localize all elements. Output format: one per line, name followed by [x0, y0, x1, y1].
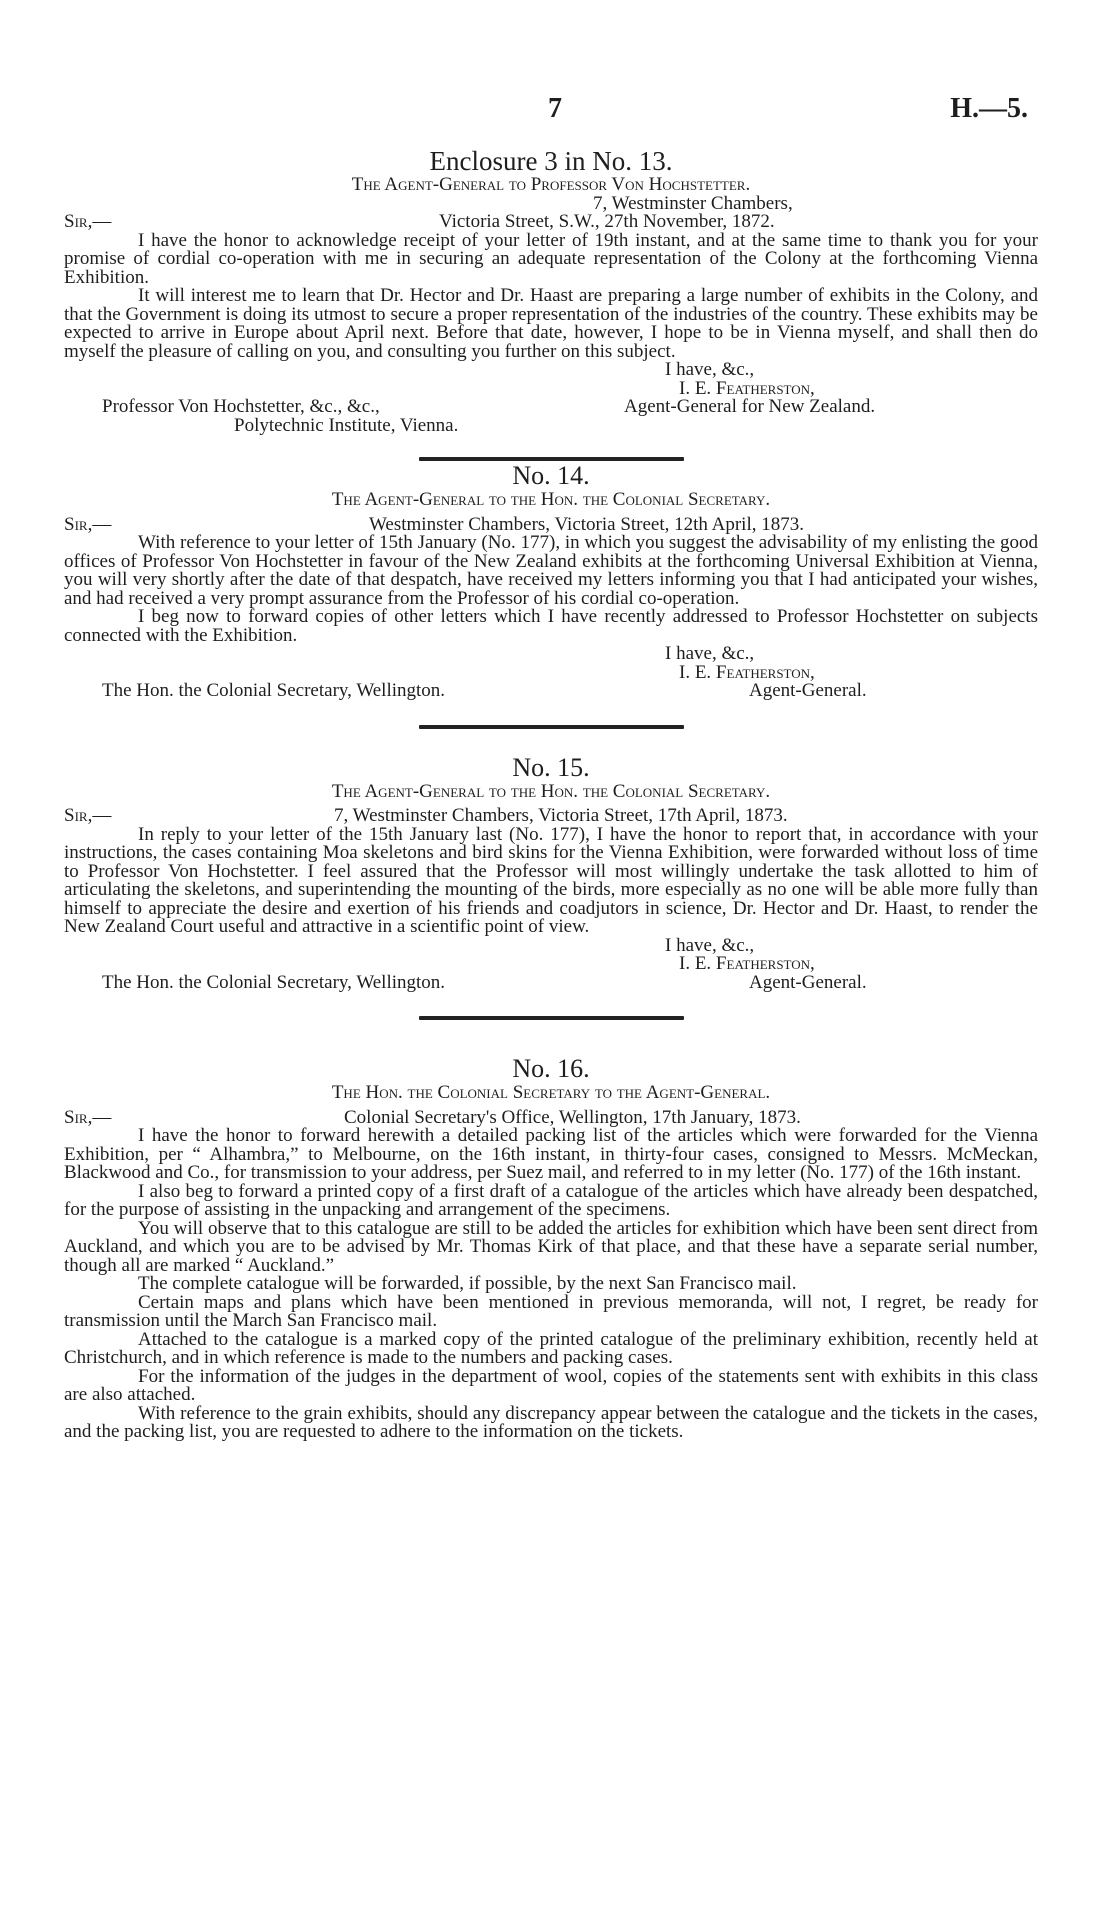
- paragraph: I beg now to forward copies of other letters which I have recently addressed to Professor Hochstetter on subjects connected with the Exhibition.: [64, 606, 1038, 646]
- dateline: Westminster Chambers, Victoria Street, 12th April, 1873.: [369, 513, 804, 535]
- addressee-row: [64, 398, 1038, 417]
- paragraph: In reply to your letter of the 15th January last (No. 177), I have the honor to report that, in accordance with your instructions, the cases containing Moa skeletons and bird skins for the Vienna Exhibition, were forwarded without loss of time to Professor Von Hochstetter. I feel assured that the Professor will most willingly undertake the task allotted to him of articulating the skeletons, and superintending the mounting of the birds, more especially as no one will be able more fully than himself to appreciate the desire and exertion of his friends and coadjutors in science, Dr. Hector and Dr. Haast, to render the New Zealand Court useful and attractive in a scientific point of view.: [64, 823, 1038, 937]
- signature-title: Agent-General.: [749, 971, 867, 993]
- closing: I have, &c.,: [665, 643, 755, 664]
- addressee-row-2: [64, 414, 1038, 436]
- signature-name: I. E. Featherston,: [679, 377, 815, 399]
- address-line-2: Victoria Street, S.W., 27th November, 1872.: [439, 211, 775, 232]
- closing-row: [64, 361, 1038, 380]
- dateline: 7, Westminster Chambers, Victoria Street, 17th April, 1873.: [334, 805, 788, 826]
- letter-title: No. 16.: [512, 1054, 590, 1083]
- dateline: Colonial Secretary's Office, Wellington, 17th January, 1873.: [344, 1106, 801, 1128]
- salutation-row: [64, 513, 1038, 535]
- letter-no-15: [64, 753, 1038, 993]
- addressee-row: [64, 682, 1038, 701]
- signature-name-row: [64, 955, 1038, 974]
- signature-title: Agent-General.: [749, 680, 867, 701]
- closing-row: [64, 645, 1038, 664]
- letter-from-to: The Agent-General to the Hon. the Colonial Secretary.: [331, 489, 771, 510]
- closing-row: [64, 934, 1038, 956]
- addressee: The Hon. the Colonial Secretary, Wellington.: [102, 971, 446, 993]
- letter-enclosure-3: [64, 146, 1038, 435]
- closing: I have, &c.,: [665, 359, 755, 380]
- section-divider: [419, 725, 684, 729]
- paragraph: Certain maps and plans which have been mentioned in previous memoranda, will not, I regret, be ready for transmission until the March San Francisco mail.: [64, 1291, 1038, 1331]
- paragraph: With reference to your letter of 15th January (No. 177), in which you suggest the advisability of my enlisting the good offices of Professor Von Hochstetter in favour of the New Zealand exhibits at the forthcoming Universal Exhibition at Vienna, you will very shortly after the date of that despatch, have received my letters informing you that I had anticipated your wishes, and had received a very prompt assurance from the Professor of his cordial co-operation.: [64, 532, 1038, 609]
- salutation-row: [64, 807, 1038, 826]
- salutation: Sir,—: [64, 1106, 112, 1128]
- document-reference: H.—5.: [950, 93, 1028, 124]
- paragraph: For the information of the judges in the department of wool, copies of the statements sent with exhibits in this class are also attached.: [64, 1365, 1038, 1405]
- section-divider: [419, 1016, 684, 1020]
- addressee-row: [64, 971, 1038, 993]
- paragraph: It will interest me to learn that Dr. Hector and Dr. Haast are preparing a large number of exhibits in the Colony, and that the Government is doing its utmost to secure a proper representation of the industries of the country. These exhibits may be expected to arrive in Europe about April next. Before that date, however, I hope to be in Vienna myself, and shall then do myself the pleasure of calling on you, and consulting you further on this subject.: [64, 285, 1038, 362]
- paragraph: Attached to the catalogue is a marked copy of the printed catalogue of the preliminary exhibition, recently held at Christchurch, and in which reference is made to the numbers and packing cases.: [64, 1328, 1038, 1368]
- salutation: Sir,—: [64, 211, 112, 232]
- letter-from-to: The Agent-General to the Hon. the Colonial Secretary.: [331, 780, 771, 802]
- paragraph: I also beg to forward a printed copy of a first draft of a catalogue of the articles which have already been despatched, for the purpose of assisting in the unpacking and arrangement of the specimens.: [64, 1180, 1038, 1220]
- salutation: Sir,—: [64, 805, 112, 826]
- closing: I have, &c.,: [665, 934, 755, 956]
- addressee: The Hon. the Colonial Secretary, Wellington.: [102, 680, 446, 701]
- letter-no-14: [64, 461, 1038, 701]
- signature-title: Agent-General for New Zealand.: [624, 396, 876, 417]
- paragraph: I have the honor to acknowledge receipt of your letter of 19th instant, and at the same time to thank you for your promise of cordial co-operation with me in securing an adequate representation of the Colony at the forthcoming Vienna Exhibition.: [64, 229, 1038, 288]
- letter-title: No. 15.: [512, 752, 590, 782]
- document-body: [64, 146, 1038, 1442]
- salutation-row: [64, 213, 1038, 232]
- signature-name: I. E. Featherston,: [679, 661, 815, 683]
- addressee: Professor Von Hochstetter, &c., &c.,: [102, 396, 380, 417]
- salutation: Sir,—: [64, 513, 112, 535]
- letter-from-to: The Hon. the Colonial Secretary to the Agent-General.: [331, 1082, 771, 1103]
- letter-no-16: [64, 1054, 1038, 1442]
- letter-title: Enclosure 3 in No. 13.: [429, 146, 673, 176]
- paragraph: You will observe that to this catalogue are still to be added the articles for exhibition which have been sent direct from Auckland, and which you are to be advised by Mr. Thomas Kirk of that place, and that these have a separate serial number, though all are marked “ Auckland.”: [64, 1217, 1038, 1276]
- addressee-address: Polytechnic Institute, Vienna.: [234, 414, 459, 436]
- page-number: 7: [548, 93, 562, 124]
- address-line-1: 7, Westminster Chambers,: [593, 192, 793, 214]
- paragraph: With reference to the grain exhibits, should any discrepancy appear between the catalogue and the tickets in the cases, and the packing list, you are requested to adhere to the information on the tickets.: [64, 1402, 1038, 1442]
- paragraph: I have the honor to forward herewith a detailed packing list of the articles which were forwarded for the Vienna Exhibition, per “ Alhambra,” to Melbourne, on the 16th instant, in thirty-four cases, consigned to Messrs. McMeckan, Blackwood and Co., for transmission to your address, per Suez mail, and referred to in my letter (No. 177) of the 16th instant.: [64, 1125, 1038, 1183]
- paragraph: The complete catalogue will be forwarded, if possible, by the next San Francisco mail.: [138, 1273, 797, 1294]
- letter-from-to: The Agent-General to Professor Von Hochstetter.: [351, 174, 751, 195]
- letter-title: No. 14.: [512, 461, 590, 490]
- salutation-row: [64, 1106, 1038, 1128]
- signature-name: I. E. Featherston,: [679, 953, 815, 974]
